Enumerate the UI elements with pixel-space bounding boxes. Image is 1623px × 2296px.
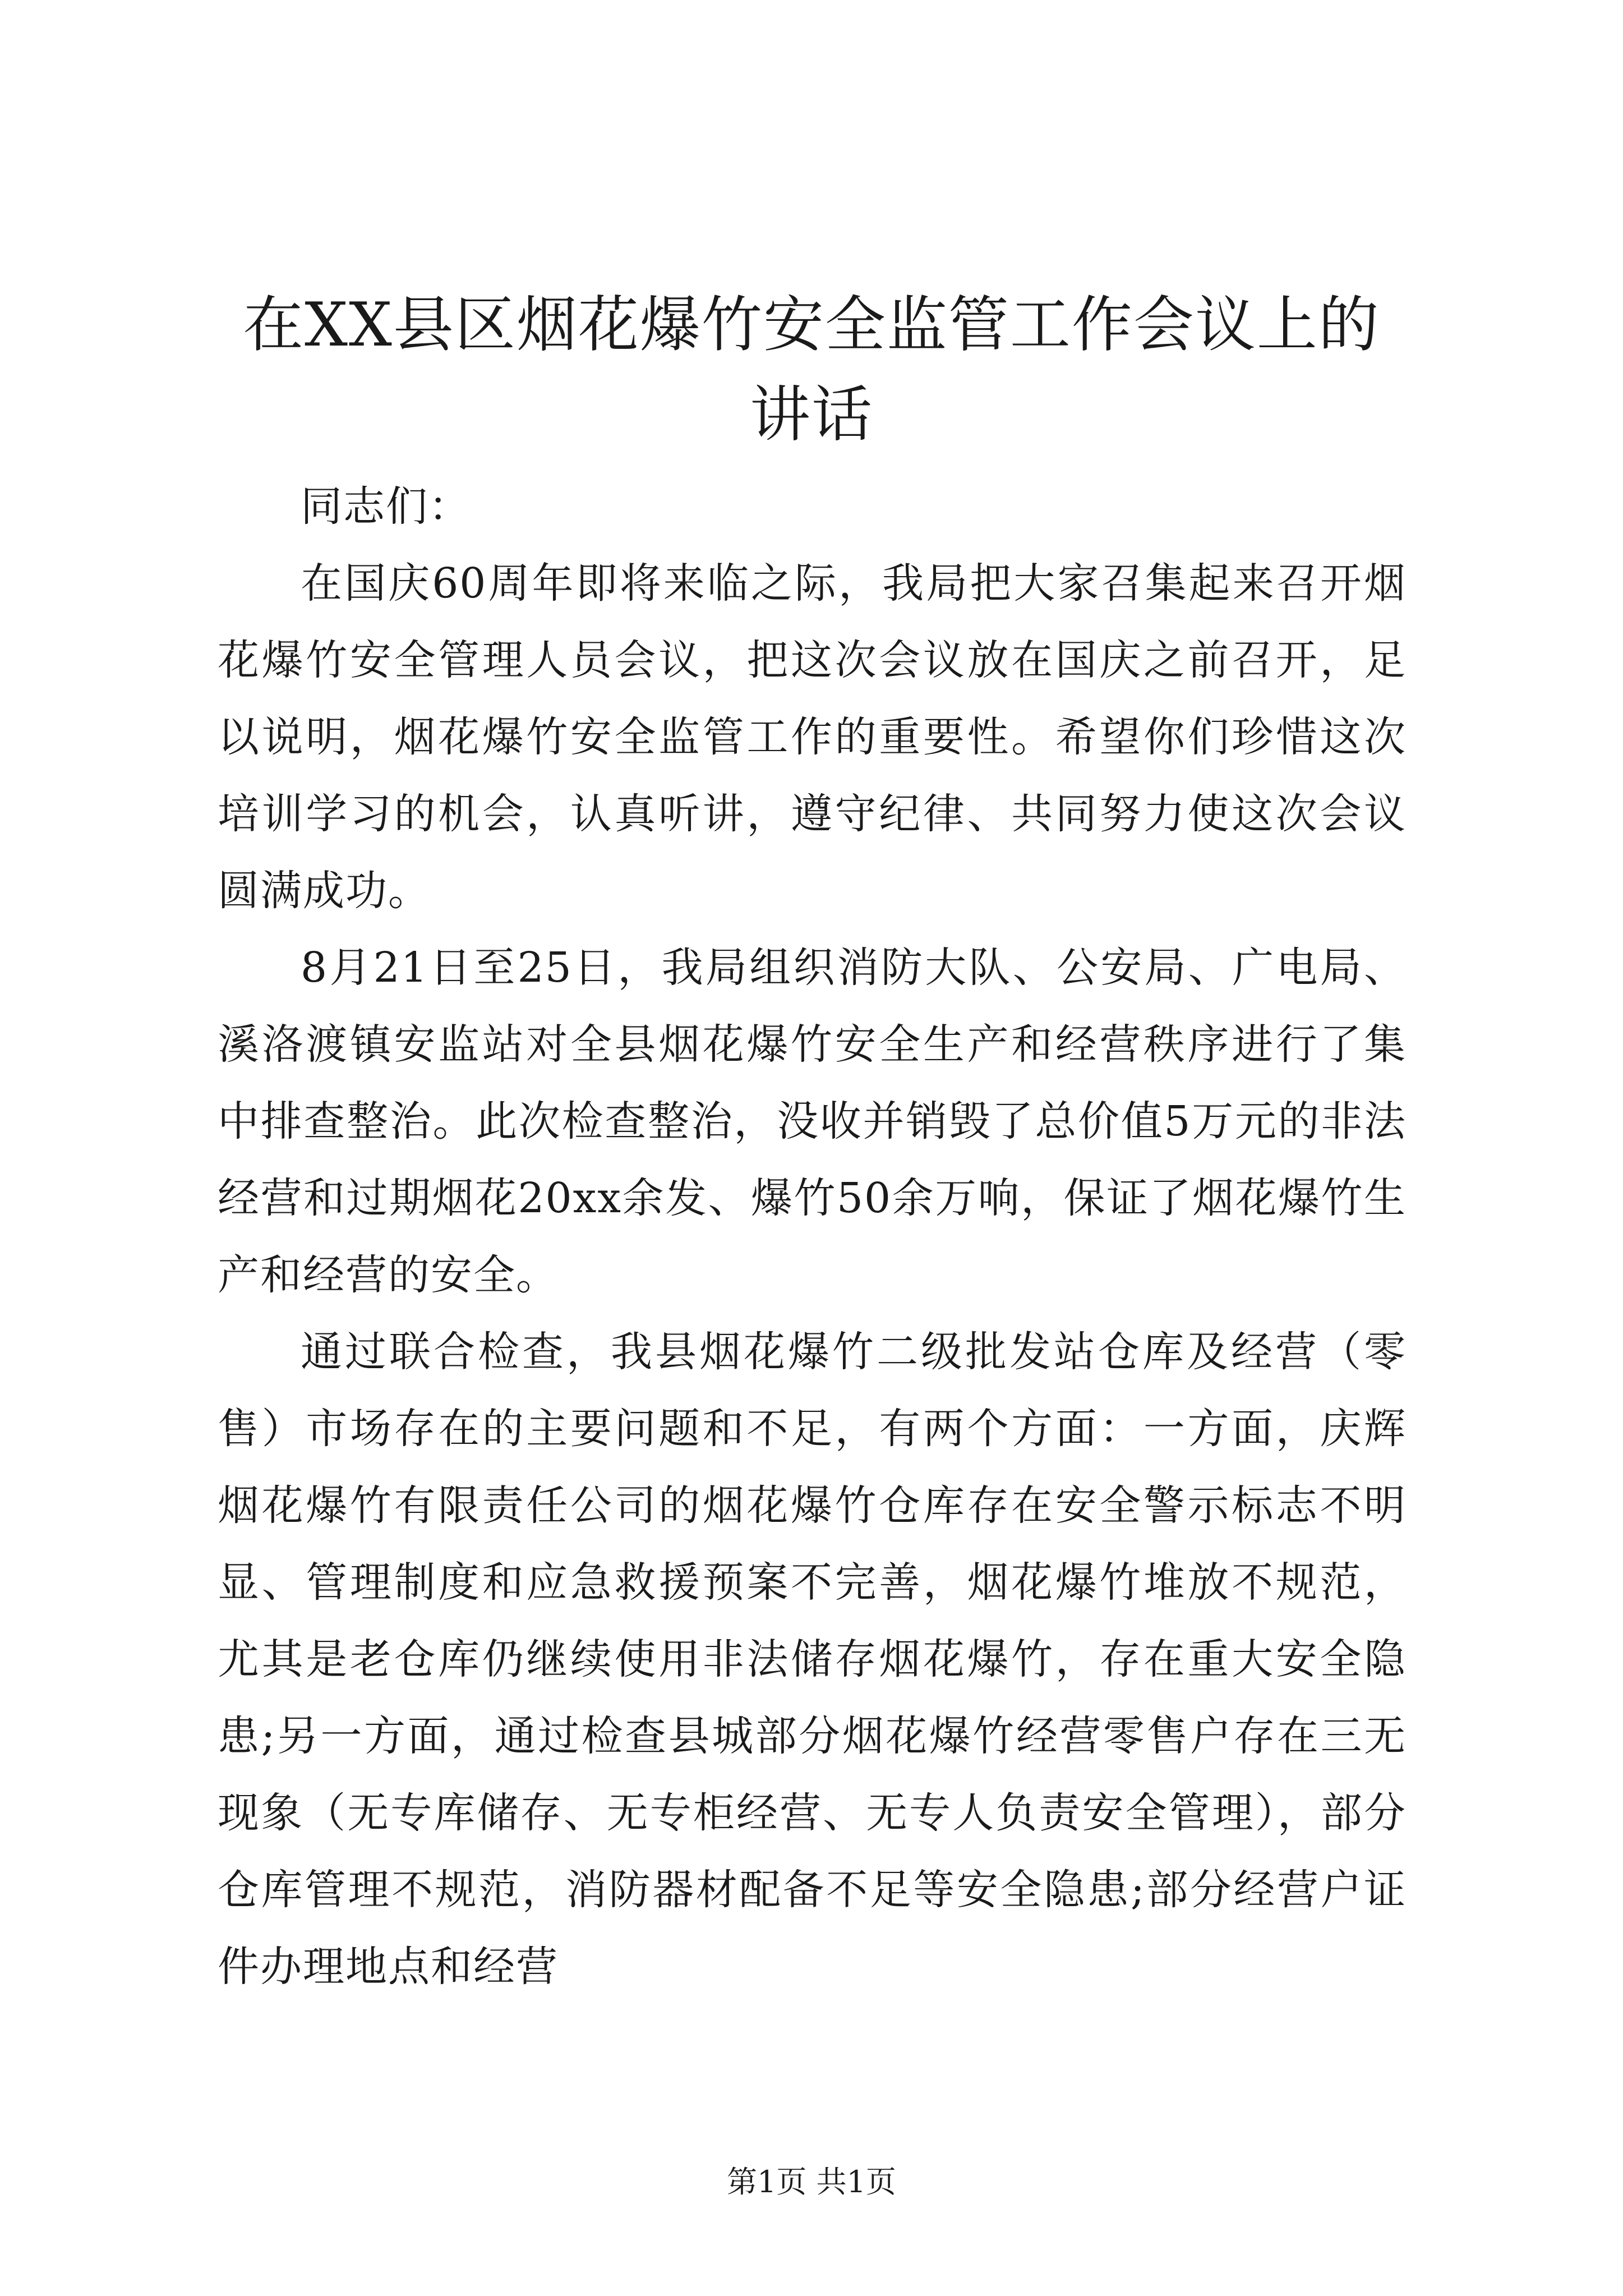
body-paragraph: 8月21日至25日，我局组织消防大队、公安局、广电局、溪洛渡镇安监站对全县烟花爆竹安全生产和经营秩序进行了集中排查整治。此次检查整治，没收并销毁了总价值5万元的非法经营和过期烟花20xx余发、爆竹50余万响，保证了烟花爆竹生产和经营的安全。	[218, 944, 1407, 1299]
document-title: 在XX县区烟花爆竹安全监管工作会议上的讲话	[243, 290, 1380, 450]
body-paragraph: 在国庆60周年即将来临之际，我局把大家召集起来召开烟花爆竹安全管理人员会议，把这次会议放在国庆之前召开，足以说明，烟花爆竹安全监管工作的重要性。希望你们珍惜这次培训学习的机会，认真听讲，遵守纪律、共同努力使这次会议圆满成功。	[218, 559, 1407, 915]
page-footer: 第1页 共1页	[727, 2164, 896, 2200]
body-paragraph: 通过联合检查，我县烟花爆竹二级批发站仓库及经营（零售）市场存在的主要问题和不足，有两个方面：一方面，庆辉烟花爆竹有限责任公司的烟花爆竹仓库存在安全警示标志不明显、管理制度和应急救援预案不完善，烟花爆竹堆放不规范，尤其是老仓库仍继续使用非法储存烟花爆竹，存在重大安全隐患;另一方面，通过检查县城部分烟花爆竹经营零售户存在三无现象（无专库储存、无专柜经营、无专人负责安全管理），部分仓库管理不规范，消防器材配备不足等安全隐患;部分经营户证件办理地点和经营	[218, 1328, 1407, 1991]
document-body	[218, 468, 1407, 2005]
salutation-paragraph: 同志们：	[301, 482, 471, 531]
